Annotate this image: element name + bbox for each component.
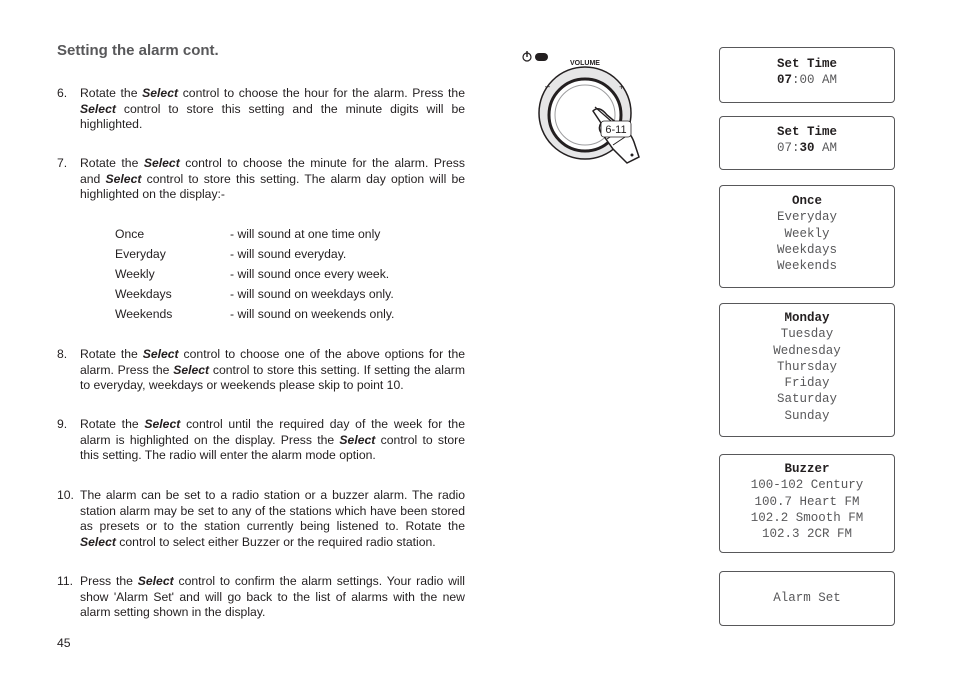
step-number: 9. bbox=[57, 417, 68, 431]
display-line: Thursday bbox=[776, 359, 837, 374]
step-number: 10. bbox=[57, 488, 74, 502]
display-line: Weekly bbox=[784, 226, 830, 241]
option-desc: - will sound once every week. bbox=[230, 267, 390, 281]
display-line: 100-102 Century bbox=[750, 478, 864, 493]
step-7 bbox=[57, 156, 465, 203]
knob-plus: + bbox=[619, 82, 625, 92]
step-9 bbox=[57, 417, 465, 464]
display-time: 07:00 AM bbox=[776, 73, 838, 88]
display-alarm-source bbox=[719, 454, 895, 553]
step-11 bbox=[57, 574, 465, 621]
step-number: 6. bbox=[57, 86, 68, 100]
display-time: 07:30 AM bbox=[776, 141, 838, 156]
display-line: Monday bbox=[784, 311, 830, 325]
display-line: Sunday bbox=[784, 408, 830, 423]
page-number: 45 bbox=[57, 636, 71, 650]
step-6 bbox=[57, 86, 465, 133]
display-line: Alarm Set bbox=[773, 591, 841, 605]
step-8 bbox=[57, 347, 465, 394]
option-name: Weekly bbox=[115, 267, 155, 281]
display-line: Friday bbox=[784, 376, 830, 391]
option-name: Once bbox=[115, 227, 145, 241]
step-text: Press the Select control to confirm the alarm settings. Your radio will show 'Alarm Set' and will go back to the list of alarms with the new alarm setting shown in the display. bbox=[80, 574, 465, 620]
display-line: 102.3 2CR FM bbox=[761, 527, 852, 542]
display-set-time-minute bbox=[719, 116, 895, 170]
knob-label: VOLUME bbox=[570, 60, 600, 67]
display-set-time-hour bbox=[719, 47, 895, 103]
step-number: 7. bbox=[57, 156, 68, 170]
step-text: Rotate the Select control to choose the minute for the alarm. Press and Select control to store this setting. The alarm day option will be highlighted on the display:- bbox=[80, 156, 465, 202]
option-desc: - will sound on weekdays only. bbox=[230, 287, 394, 301]
step-number: 8. bbox=[57, 347, 68, 361]
display-line: 100.7 Heart FM bbox=[754, 494, 860, 509]
display-line: Saturday bbox=[776, 392, 837, 407]
option-name: Weekdays bbox=[115, 287, 172, 301]
option-desc: - will sound at one time only bbox=[230, 227, 381, 241]
display-line: Tuesday bbox=[780, 327, 834, 342]
step-text: Rotate the Select control to choose the hour for the alarm. Press the Select control to store this setting and the minute digits will be highlighted. bbox=[80, 86, 465, 132]
step-text: The alarm can be set to a radio station or a buzzer alarm. The radio station alarm may be set to any of the stations which have been stored as presets or to the station currently being listened to. Rotate the Select control to select either Buzzer or the required radio station. bbox=[80, 488, 465, 549]
step-text: Rotate the Select control to choose one of the above options for the alarm. Press the Select control to store this setting. If setting the alarm to everyday, weekdays or weekends please skip to point 10. bbox=[80, 347, 465, 393]
display-alarm-frequency bbox=[719, 185, 895, 288]
select-knob-illustration bbox=[515, 45, 650, 165]
power-icon bbox=[523, 51, 531, 61]
step-number: 11. bbox=[57, 574, 74, 588]
page-title: Setting the alarm cont. bbox=[57, 42, 219, 59]
display-alarm-set bbox=[719, 571, 895, 626]
step-callout: 6-11 bbox=[605, 124, 627, 136]
knob-minus: – bbox=[545, 81, 551, 91]
option-name: Weekends bbox=[115, 307, 173, 321]
step-text: Rotate the Select control until the required day of the week for the alarm is highlighted on the display. Press the Select control to store this setting. The radio will enter the alarm mode option. bbox=[80, 417, 465, 463]
display-line: Weekdays bbox=[776, 242, 837, 257]
display-line: Buzzer bbox=[784, 462, 830, 476]
display-alarm-day bbox=[719, 303, 895, 437]
display-title: Set Time bbox=[776, 57, 837, 71]
display-line: Everyday bbox=[776, 210, 837, 225]
option-name: Everyday bbox=[115, 247, 166, 261]
step-10 bbox=[57, 488, 465, 550]
display-title: Set Time bbox=[776, 125, 837, 139]
mode-badge-icon bbox=[535, 53, 548, 61]
option-desc: - will sound everyday. bbox=[230, 247, 347, 261]
display-line: 102.2 Smooth FM bbox=[750, 510, 864, 525]
display-line: Wednesday bbox=[773, 343, 841, 358]
display-line: Weekends bbox=[776, 259, 837, 274]
option-desc: - will sound on weekends only. bbox=[230, 307, 395, 321]
display-line: Once bbox=[791, 194, 822, 208]
